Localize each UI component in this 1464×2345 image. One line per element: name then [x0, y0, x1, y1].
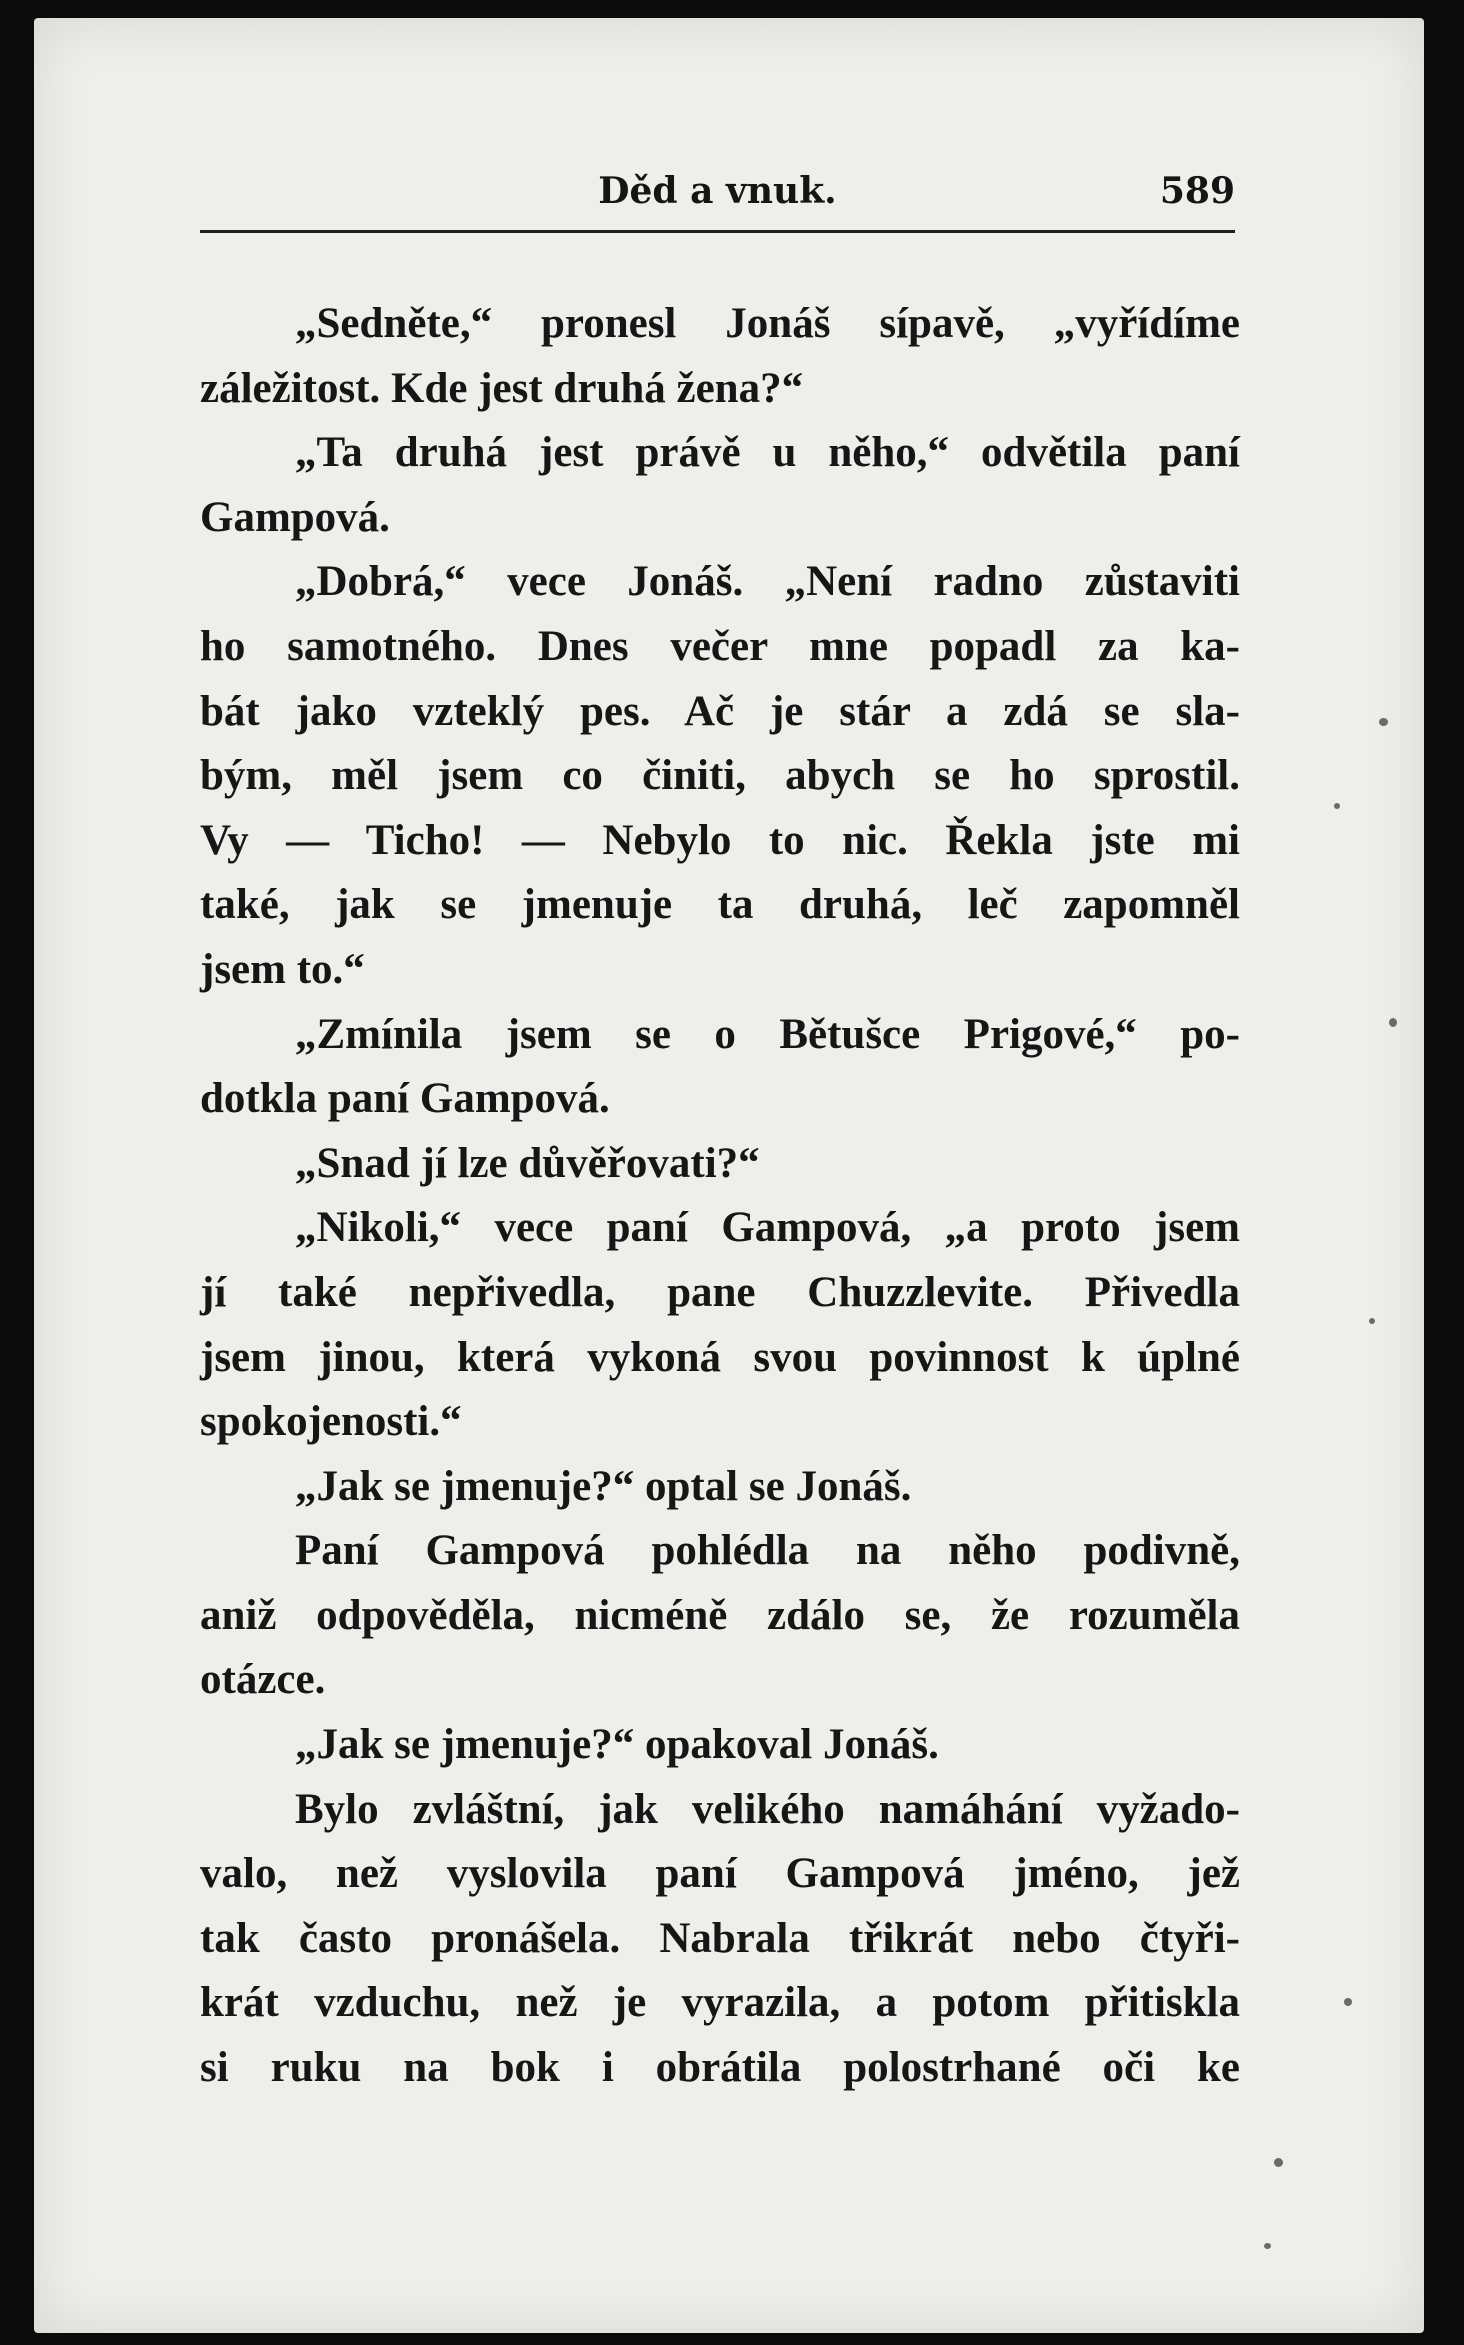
text-line: dotkla paní Gampová. — [200, 1075, 610, 1123]
text-line: valo, než vyslovila paní Gampová jméno, jež — [200, 1850, 1240, 1898]
text-line: ho samotného. Dnes večer mne popadl za ka- — [200, 622, 1240, 670]
body-text — [200, 292, 1240, 2101]
text-line: „Nikoli,“ vece paní Gampová, „a proto jsem — [295, 1204, 1240, 1252]
paper-speck — [1389, 1018, 1397, 1027]
text-line: krát vzduchu, než je vyrazila, a potom přitiskla — [200, 1979, 1240, 2027]
text-line: jí také nepřivedla, pane Chuzzlevite. Přivedla — [200, 1268, 1240, 1316]
text-line: tak často pronášela. Nabrala třikrát nebo čtyři- — [200, 1914, 1240, 1962]
text-line: „Dobrá,“ vece Jonáš. „Není radno zůstaviti — [295, 558, 1240, 606]
text-line: „Zmínila jsem se o Bětušce Prigové,“ po- — [295, 1010, 1240, 1058]
text-line: Gampová. — [200, 493, 390, 541]
running-head — [200, 170, 1235, 220]
paper-speck — [1369, 1318, 1375, 1324]
text-line: Paní Gampová pohlédla na něho podivně, — [295, 1527, 1240, 1575]
text-line: „Sedněte,“ pronesl Jonáš sípavě, „vyřídíme — [295, 300, 1240, 347]
text-line: „Ta druhá jest právě u něho,“ odvětila paní — [295, 429, 1240, 477]
text-line: jsem to.“ — [200, 945, 365, 993]
text-line: bým, měl jsem co činiti, abych se ho sprostil. — [200, 752, 1240, 800]
paper-speck — [1379, 718, 1388, 726]
paper-speck — [1264, 2243, 1271, 2249]
text-line: otázce. — [200, 1656, 326, 1704]
paper-speck — [1334, 803, 1340, 809]
text-line: „Jak se jmenuje?“ optal se Jonáš. — [295, 1462, 912, 1510]
text-line: si ruku na bok i obrátila polostrhané oči ke — [200, 2044, 1240, 2092]
text-line: jsem jinou, která vykoná svou povinnost k úplné — [200, 1333, 1240, 1381]
text-line: bát jako vzteklý pes. Ač je stár a zdá se sla- — [200, 687, 1240, 735]
text-line: také, jak se jmenuje ta druhá, leč zapomněl — [200, 881, 1240, 929]
text-line: aniž odpověděla, nicméně zdálo se, že rozuměla — [200, 1591, 1240, 1639]
text-line: „Snad jí lze důvěřovati?“ — [295, 1139, 760, 1187]
text-line: Vy — Ticho! — Nebylo to nic. Řekla jste mi — [200, 816, 1240, 864]
text-line: záležitost. Kde jest druhá žena?“ — [200, 364, 804, 412]
running-title: Děd a vnuk. — [598, 170, 837, 212]
text-line: spokojenosti.“ — [200, 1398, 462, 1446]
paper-speck — [1344, 1998, 1352, 2006]
text-line: „Jak se jmenuje?“ opakoval Jonáš. — [295, 1721, 939, 1769]
header-rule — [200, 230, 1235, 233]
page-number: 589 — [1159, 170, 1235, 212]
text-line: Bylo zvláštní, jak velikého namáhání vyžado- — [295, 1785, 1240, 1833]
paper-speck — [1274, 2158, 1283, 2167]
